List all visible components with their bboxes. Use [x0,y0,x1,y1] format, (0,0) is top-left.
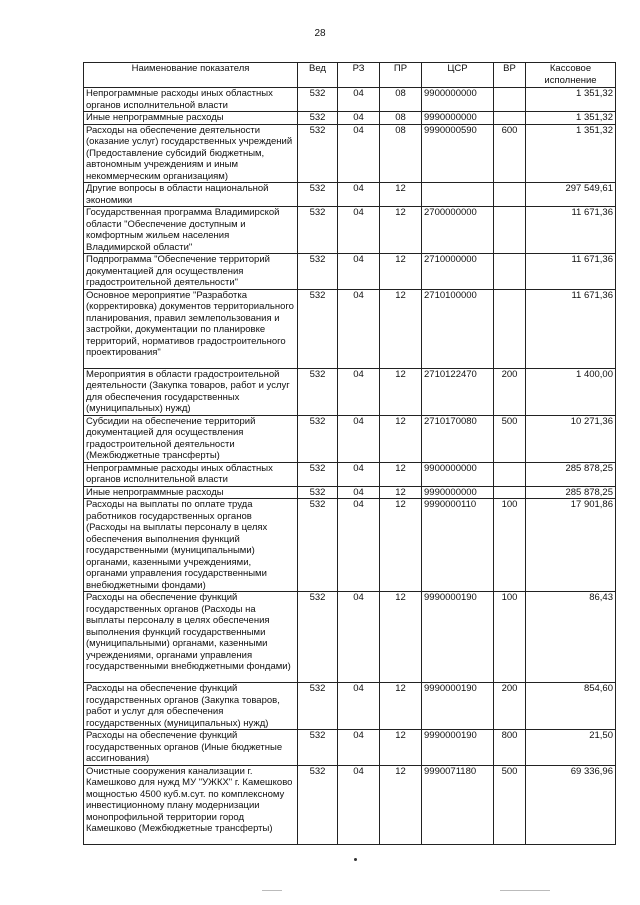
cell-pr: 12 [380,183,422,207]
header-rz: РЗ [338,63,380,88]
cell-ved: 532 [298,254,338,290]
cell-rz: 04 [338,592,380,683]
cell-csr: 9990000590 [422,124,494,183]
cell-vr: 500 [494,765,526,844]
cell-amount: 1 351,32 [526,124,616,183]
cell-vr [494,462,526,486]
table-row [84,486,616,499]
cell-csr: 9990000190 [422,592,494,683]
table-header-row [84,63,616,88]
scan-mark [500,890,550,891]
cell-name: Расходы на обеспечение деятельности (оказание услуг) государственных учреждений (Предоставление субсидий бюджетным, автономным учреждениям и иным некоммерческим организациям) [84,124,298,183]
cell-name: Расходы на обеспечение функций государственных органов (Иные бюджетные ассигнования) [84,730,298,766]
header-csr: ЦСР [422,63,494,88]
cell-ved: 532 [298,592,338,683]
cell-vr: 200 [494,683,526,730]
cell-amount: 1 351,32 [526,112,616,125]
table-row [84,368,616,415]
cell-ved: 532 [298,499,338,592]
cell-vr [494,112,526,125]
cell-name: Государственная программа Владимирской области "Обеспечение доступным и комфортным жильем населения Владимирской области" [84,207,298,254]
table-row [84,88,616,112]
cell-pr: 12 [380,415,422,462]
cell-rz: 04 [338,112,380,125]
cell-ved: 532 [298,462,338,486]
table-row [84,592,616,683]
cell-pr: 12 [380,254,422,290]
table-row [84,207,616,254]
cell-name: Мероприятия в области градостроительной деятельности (Закупка товаров, работ и услуг для обеспечения государственных (муниципальных) нужд) [84,368,298,415]
cell-pr: 12 [380,730,422,766]
table-row [84,730,616,766]
cell-amount: 854,60 [526,683,616,730]
cell-ved: 532 [298,415,338,462]
cell-vr [494,88,526,112]
cell-pr: 12 [380,207,422,254]
header-ved: Вед [298,63,338,88]
header-name: Наименование показателя [84,63,298,88]
cell-csr: 9990000190 [422,730,494,766]
cell-csr: 9990071180 [422,765,494,844]
cell-amount: 297 549,61 [526,183,616,207]
cell-amount: 285 878,25 [526,486,616,499]
cell-rz: 04 [338,368,380,415]
cell-name: Непрограммные расходы иных областных органов исполнительной власти [84,462,298,486]
cell-csr: 9900000000 [422,88,494,112]
cell-amount: 1 400,00 [526,368,616,415]
page-number: 28 [314,28,326,39]
cell-rz: 04 [338,88,380,112]
cell-amount: 11 671,36 [526,254,616,290]
cell-pr: 12 [380,486,422,499]
cell-vr [494,486,526,499]
cell-pr: 12 [380,368,422,415]
table-row [84,254,616,290]
cell-csr: 2710100000 [422,289,494,368]
cell-vr: 200 [494,368,526,415]
cell-pr: 12 [380,683,422,730]
cell-amount: 11 671,36 [526,207,616,254]
cell-ved: 532 [298,368,338,415]
cell-csr: 9990000190 [422,683,494,730]
cell-vr: 600 [494,124,526,183]
cell-pr: 08 [380,112,422,125]
cell-csr: 2710000000 [422,254,494,290]
cell-rz: 04 [338,499,380,592]
cell-name: Субсидии на обеспечение территорий документацией для осуществления градостроительной деятельности (Межбюджетные трансферты) [84,415,298,462]
cell-pr: 12 [380,499,422,592]
cell-pr: 12 [380,765,422,844]
cell-pr: 12 [380,289,422,368]
table-row [84,462,616,486]
cell-ved: 532 [298,730,338,766]
cell-amount: 1 351,32 [526,88,616,112]
cell-name: Другие вопросы в области национальной экономики [84,183,298,207]
cell-vr: 100 [494,592,526,683]
cell-name: Основное мероприятие "Разработка (корректировка) документов территориального планирования, правил землепользования и застройки, документации по планировке территорий, нормативов градостроительного проектирования" [84,289,298,368]
cell-rz: 04 [338,183,380,207]
cell-ved: 532 [298,683,338,730]
cell-amount: 11 671,36 [526,289,616,368]
header-vr: ВР [494,63,526,88]
cell-ved: 532 [298,88,338,112]
cell-name: Подпрограмма "Обеспечение территорий документацией для осуществления градостроительной деятельности" [84,254,298,290]
cell-rz: 04 [338,254,380,290]
cell-rz: 04 [338,207,380,254]
cell-name: Расходы на обеспечение функций государственных органов (Закупка товаров, работ и услуг для обеспечения государственных (муниципальных) нужд) [84,683,298,730]
cell-csr: 2710122470 [422,368,494,415]
cell-rz: 04 [338,486,380,499]
table-row [84,112,616,125]
cell-pr: 08 [380,124,422,183]
cell-vr [494,254,526,290]
cell-ved: 532 [298,124,338,183]
header-pr: ПР [380,63,422,88]
cell-csr: 9990000000 [422,486,494,499]
cell-rz: 04 [338,683,380,730]
cell-ved: 532 [298,289,338,368]
cell-csr: 2710170080 [422,415,494,462]
cell-amount: 69 336,96 [526,765,616,844]
cell-rz: 04 [338,765,380,844]
cell-amount: 285 878,25 [526,462,616,486]
cell-pr: 12 [380,592,422,683]
cell-name: Расходы на обеспечение функций государственных органов (Расходы на выплаты персоналу в целях обеспечения выполнения функций государственными (муниципальными) органами, казенными учреждениями, органами управления государственными внебюджетными фондами) [84,592,298,683]
cell-name: Расходы на выплаты по оплате труда работников государственных органов (Расходы на выплаты персоналу в целях обеспечения выполнения функций государственными (муниципальными) органами, казенными учреждениями, органами управления государственными внебюджетными фондами) [84,499,298,592]
cell-csr: 9990000000 [422,112,494,125]
cell-csr: 9990000110 [422,499,494,592]
cell-vr [494,183,526,207]
cell-name: Иные непрограммные расходы [84,486,298,499]
cell-ved: 532 [298,486,338,499]
table-row [84,124,616,183]
cell-rz: 04 [338,415,380,462]
cell-ved: 532 [298,183,338,207]
cell-rz: 04 [338,730,380,766]
table-row [84,499,616,592]
cell-csr: 9900000000 [422,462,494,486]
cell-name: Иные непрограммные расходы [84,112,298,125]
expenditure-table [83,62,616,845]
cell-csr: 2700000000 [422,207,494,254]
table-row [84,289,616,368]
cell-rz: 04 [338,124,380,183]
cell-rz: 04 [338,462,380,486]
scan-dot [354,858,357,861]
cell-ved: 532 [298,207,338,254]
cell-amount: 10 271,36 [526,415,616,462]
cell-vr [494,289,526,368]
cell-csr [422,183,494,207]
cell-ved: 532 [298,112,338,125]
cell-ved: 532 [298,765,338,844]
table-row [84,183,616,207]
table-row [84,765,616,844]
cell-amount: 21,50 [526,730,616,766]
cell-vr: 100 [494,499,526,592]
cell-vr: 800 [494,730,526,766]
cell-name: Непрограммные расходы иных областных органов исполнительной власти [84,88,298,112]
table-row [84,683,616,730]
cell-pr: 12 [380,462,422,486]
table-row [84,415,616,462]
cell-rz: 04 [338,289,380,368]
cell-name: Очистные сооружения канализации г. Камешково для нужд МУ "УЖКХ" г. Камешково мощностью 4500 куб.м.сут. по комплексному инвестиционному плану модернизации монопрофильной территории город Камешково (Межбюджетные трансферты) [84,765,298,844]
cell-amount: 17 901,86 [526,499,616,592]
cell-amount: 86,43 [526,592,616,683]
cell-pr: 08 [380,88,422,112]
cell-vr: 500 [494,415,526,462]
cell-vr [494,207,526,254]
header-amount: Кассовое исполнение [526,63,616,88]
scan-mark [262,890,282,891]
